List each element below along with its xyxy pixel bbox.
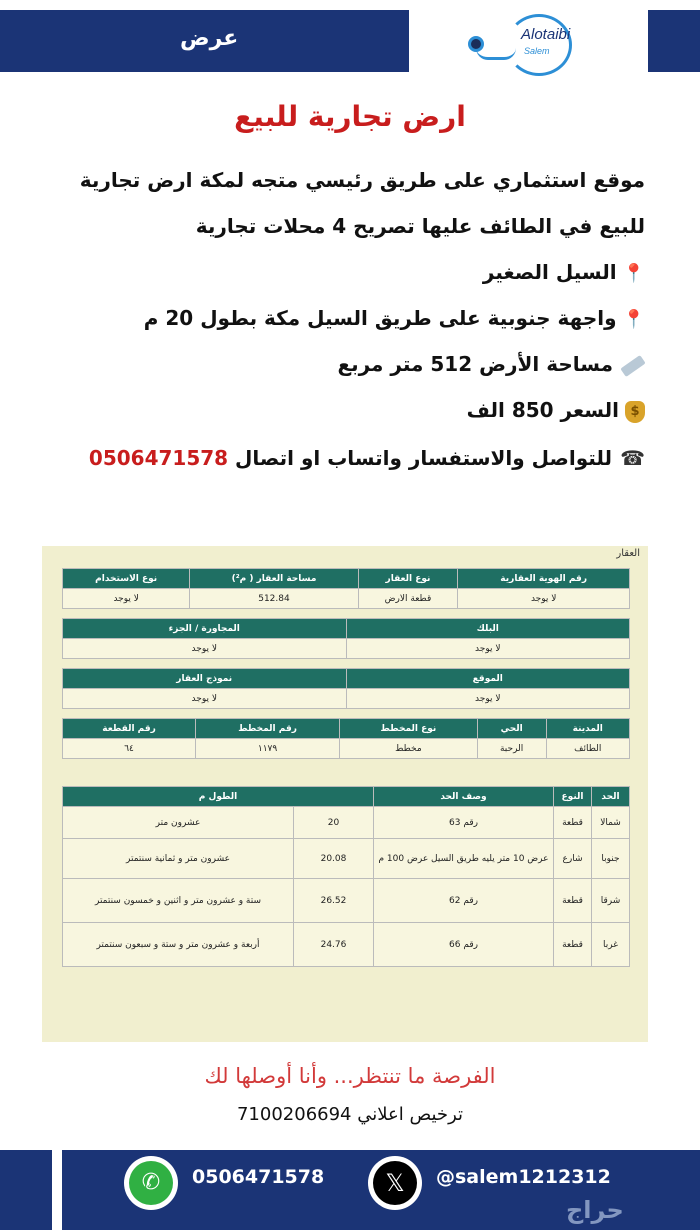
table-cell: شارع (554, 839, 592, 879)
footer-handle[interactable]: @salem1212312 (436, 1166, 611, 1188)
logo (466, 12, 576, 76)
slogan: الفرصة ما تنتظر... وأنا أوصلها لك (204, 1064, 496, 1088)
table-cell: 26.52 (294, 879, 374, 923)
ad-line-6-text: السعر 850 الف (466, 398, 619, 422)
ad-line-4-text: واجهة جنوبية على طريق السيل مكة بطول 20 م (143, 306, 617, 330)
table-cell: قطعة الارض (358, 589, 458, 609)
table-header: المدينة (546, 719, 629, 739)
doc-table-3 (62, 668, 630, 709)
table-cell: شمالا (592, 807, 630, 839)
table-header: نموذج العقار (63, 669, 347, 689)
whatsapp-phone-icon: ✆ (129, 1161, 173, 1205)
x-logo-icon: 𝕏 (373, 1161, 417, 1205)
ad-title: ارض تجارية للبيع (234, 100, 466, 133)
logo-name: Alotaibi (521, 26, 571, 43)
table-cell: لا يوجد (63, 639, 347, 659)
table-row (63, 807, 630, 839)
ad-line-4 (45, 306, 645, 330)
table-header: الموقع (346, 669, 630, 689)
table-header: الحي (477, 719, 546, 739)
table-header: رقم الهوية العقارية (458, 569, 630, 589)
whatsapp-icon[interactable] (124, 1156, 178, 1210)
table-header: النوع (554, 787, 592, 807)
footer-phone[interactable]: 0506471578 (192, 1166, 325, 1188)
table-header: المجاورة / الجزء (63, 619, 347, 639)
table-cell: قطعة (554, 923, 592, 967)
table-cell: ٦٤ (63, 739, 196, 759)
logo-sub: Salem (524, 46, 550, 56)
header-corner (648, 10, 700, 72)
table-cell: الطائف (546, 739, 629, 759)
haraj-watermark: حراج (566, 1196, 624, 1224)
table-header: البلك (346, 619, 630, 639)
table-cell: أربعة و عشرون متر و ستة و سبعون سنتمتر (63, 923, 294, 967)
table-cell: ستة و عشرون متر و اثنين و خمسون سنتمتر (63, 879, 294, 923)
header-stripe (409, 10, 415, 72)
table-header: رقم المخطط (196, 719, 340, 739)
table-header: نوع الاستخدام (63, 569, 190, 589)
logo-swoosh (476, 48, 516, 60)
table-header: رقم القطعة (63, 719, 196, 739)
ad-line-3-text: السيل الصغير (482, 260, 617, 284)
property-document (42, 546, 648, 1042)
table-cell: 20.08 (294, 839, 374, 879)
table-cell: رقم 62 (374, 879, 554, 923)
table-cell: جنوبا (592, 839, 630, 879)
footer-gap (52, 1150, 62, 1230)
money-bag-icon: $ (625, 401, 645, 423)
header-banner (0, 10, 415, 72)
ad-line-5 (45, 352, 645, 376)
table-cell: مخطط (340, 739, 478, 759)
table-cell: قطعة (554, 879, 592, 923)
pin-icon: 📍 (622, 309, 645, 330)
ad-line-7-text: للتواصل والاستفسار واتساب او اتصال (235, 446, 613, 470)
ad-line-3 (45, 260, 645, 284)
table-cell: لا يوجد (346, 689, 630, 709)
ad-line-1: موقع استثماري على طريق رئيسي متجه لمكة ارض تجارية (79, 168, 645, 192)
ad-line-7 (45, 446, 645, 470)
table-cell: ١١٧٩ (196, 739, 340, 759)
table-row (63, 839, 630, 879)
table-header: وصف الحد (374, 787, 554, 807)
footer-corner (0, 1150, 52, 1230)
table-cell: عشرون متر (63, 807, 294, 839)
table-cell: رقم 66 (374, 923, 554, 967)
ad-line-2: للبيع في الطائف عليها تصريح 4 محلات تجارية (195, 214, 645, 238)
ad-line-6 (45, 398, 645, 423)
table-cell: لا يوجد (63, 589, 190, 609)
ruler-icon (620, 355, 645, 377)
table-header: نوع العقار (358, 569, 458, 589)
table-cell: لا يوجد (63, 689, 347, 709)
phone-icon: ☎ (620, 446, 645, 470)
header-label: عرض (180, 26, 239, 51)
boundaries-table (62, 786, 630, 967)
doc-table-4 (62, 718, 630, 759)
table-header: الحد (592, 787, 630, 807)
doc-title: العقار (616, 548, 640, 559)
pin-icon: 📍 (622, 263, 645, 284)
table-cell: لا يوجد (346, 639, 630, 659)
table-cell: 512.84 (190, 589, 358, 609)
table-cell: غربا (592, 923, 630, 967)
table-row (63, 879, 630, 923)
table-header: مساحة العقار ( م²) (190, 569, 358, 589)
x-twitter-icon[interactable] (368, 1156, 422, 1210)
ad-license: ترخيص اعلاني 7100206694 (236, 1104, 464, 1125)
doc-table-2 (62, 618, 630, 659)
table-cell: الرحبة (477, 739, 546, 759)
contact-phone[interactable]: 0506471578 (88, 446, 229, 470)
table-cell: رقم 63 (374, 807, 554, 839)
table-cell: عرض 10 متر يليه طريق السيل عرض 100 م (374, 839, 554, 879)
table-cell: شرقا (592, 879, 630, 923)
table-cell: عشرون متر و ثمانية سنتمتر (63, 839, 294, 879)
table-cell: 20 (294, 807, 374, 839)
table-cell: لا يوجد (458, 589, 630, 609)
table-cell: قطعة (554, 807, 592, 839)
ad-line-5-text: مساحة الأرض 512 متر مربع (337, 352, 613, 376)
table-header: الطول م (63, 787, 374, 807)
table-row (63, 923, 630, 967)
logo-ring (506, 14, 572, 76)
table-header: نوع المخطط (340, 719, 478, 739)
doc-table-1 (62, 568, 630, 609)
table-cell: 24.76 (294, 923, 374, 967)
